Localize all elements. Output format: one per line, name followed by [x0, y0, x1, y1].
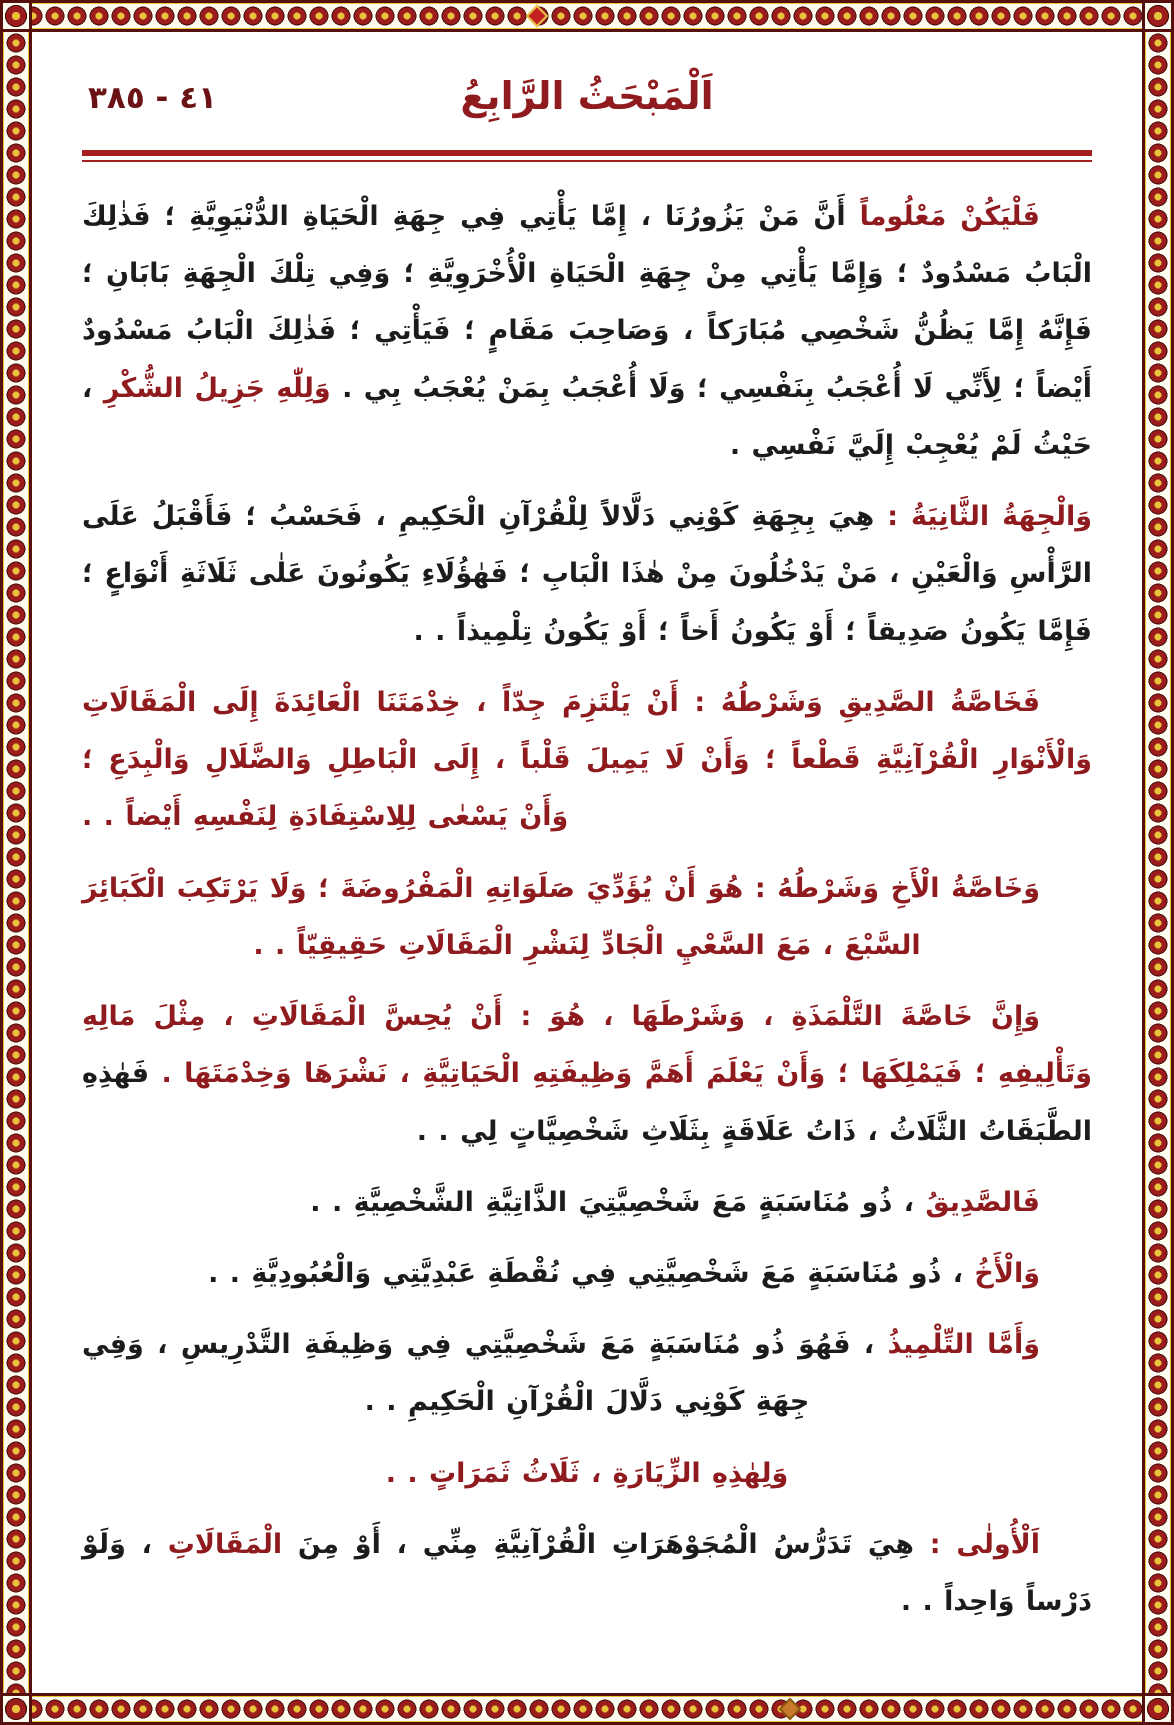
- paragraph: [82, 188, 1092, 474]
- paragraph: [82, 860, 1092, 974]
- frame-corner-icon: [1142, 0, 1174, 32]
- text-segment-red: الْمَقَالَاتِ: [167, 1528, 283, 1560]
- text-segment-black: ، حَيْثُ لَمْ يُعْجِبْ إِلَيَّ نَفْسِي .: [82, 372, 1092, 461]
- paragraph: [82, 488, 1092, 660]
- text-segment-red: وَخَاصَّةُ الْأَخِ وَشَرْطُهُ : هُوَ أَنْ يُؤَدِّيَ صَلَوَاتِهِ الْمَفْرُوضَةَ ؛ وَلَا يَرْتَكِبَ الْكَبَائِرَ السَّبْعَ ، مَعَ السَّعْيِ الْجَادِّ لِنَشْرِ الْمَقَالَاتِ حَقِيقِيّاً . .: [82, 872, 1040, 961]
- text-segment-black: هِيَ بِجِهَةِ كَوْنِي دَلَّالاً لِلْقُرْآنِ الْحَكِيمِ ، فَحَسْبُ ؛ فَأَقْبَلُ عَلَى الرَّأْسِ وَالْعَيْنِ ، مَنْ يَدْخُلُونَ مِنْ هٰذَا الْبَابِ ؛ فَهٰؤُلَاءِ يَكُونُونَ عَلٰى ثَلَاثَةِ أَنْوَاعٍ ؛ فَإِمَّا يَكُونُ صَدِيقاً ؛ أَوْ يَكُونُ أَخاً ؛ أَوْ يَكُونُ تِلْمِيذاً . .: [82, 501, 1092, 647]
- text-segment-red: وَالْجِهَةُ الثَّانِيَةُ :: [874, 501, 1092, 533]
- text-segment-red: وَالْأَخُ: [974, 1257, 1040, 1289]
- text-segment-black: ، ذُو مُنَاسَبَةٍ مَعَ شَخْصِيَّتِيَ الذَّاتِيَّةِ الشَّخْصِيَّةِ . .: [310, 1186, 926, 1218]
- frame-border-right: [1142, 32, 1174, 1693]
- text-segment-red: فَلْيَكُنْ مَعْلُوماً: [845, 201, 1040, 232]
- text-segment-black: ، وَلَوْ دَرْساً وَاحِداً . .: [82, 1528, 1092, 1618]
- paragraph: [82, 1445, 1092, 1502]
- text-segment-red: وَأَمَّا التِّلْمِيذُ: [887, 1329, 1040, 1361]
- text-segment-black: فَهٰذِهِ الطَّبَقَاتُ الثَّلَاثُ ، ذَاتُ عَلَاقَةٍ بِثَلَاثِ شَخْصِيَّاتٍ لِي . .: [82, 1058, 1092, 1147]
- text-segment-red: وَلِلّٰهِ جَزِيلُ الشُّكْرِ: [103, 372, 331, 404]
- text-segment-black: أَنَّ مَنْ يَزُورُنَا ، إِمَّا يَأْتِي فِي جِهَةِ الْحَيَاةِ الدُّنْيَوِيَّةِ ؛ فَذٰلِكَ الْبَابُ مَسْدُودٌ ؛ وَإِمَّا يَأْتِي مِنْ جِهَةِ الْحَيَاةِ الْأُخْرَوِيَّةِ ؛ وَفِي تِلْكَ الْجِهَةِ بَابَانِ ؛ فَإِنَّهُ إِمَّا يَظُنُّ شَخْصِي مُبَارَكاً ، وَصَاحِبَ مَقَامٍ ؛ فَيَأْتِي ؛ فَذٰلِكَ الْبَابُ مَسْدُودٌ أَيْضاً ؛ لِأَنِّي لَا أُعْجَبُ بِنَفْسِي ؛ وَلَا أُعْجَبُ بِمَنْ يُعْجَبُ بِي .: [82, 201, 1092, 404]
- paragraph: [82, 1516, 1092, 1630]
- page-header: [82, 68, 1092, 140]
- frame-corner-icon: [0, 0, 32, 32]
- text-segment-red: وَإِنَّ خَاصَّةَ التَّلْمَذَةِ ، وَشَرْطَهَا ، هُوَ : أَنْ يُحِسَّ الْمَقَالَاتِ ، مِثْلَ مَالِهِ وَتَأْلِيفِهِ ؛ فَيَمْلِكَهَا ؛ وَأَنْ يَعْلَمَ أَهَمَّ وَظِيفَتِهِ الْحَيَاتِيَّةِ ، نَشْرَهَا وَخِدْمَتَهَا .: [82, 1001, 1092, 1090]
- frame-border-bottom: [0, 1693, 1174, 1725]
- paragraph: [82, 1174, 1092, 1231]
- frame-border-left: [0, 32, 32, 1693]
- frame-corner-icon: [0, 1693, 32, 1725]
- text-segment-black: ، فَهُوَ ذُو مُنَاسَبَةٍ مَعَ شَخْصِيَّتِي فِي وَظِيفَةِ التَّدْرِيسِ ، وَفِي جِهَةِ كَوْنِي دَلَّالَ الْقُرْآنِ الْحَكِيمِ . .: [82, 1329, 888, 1418]
- text-segment-red: فَالصَّدِيقُ: [925, 1186, 1040, 1218]
- text-segment-red: وَلِهٰذِهِ الزِّيَارَةِ ، ثَلَاثُ ثَمَرَاتٍ . .: [385, 1457, 789, 1489]
- paragraph: [82, 674, 1092, 846]
- text-segment-red: فَخَاصَّةُ الصَّدِيقِ وَشَرْطُهُ : أَنْ يَلْتَزِمَ جِدّاً ، خِدْمَتَنَا الْعَائِدَةَ إِلَى الْمَقَالَاتِ وَالْأَنْوَارِ الْقُرْآنِيَّةِ قَطْعاً ؛ وَأَنْ لَا يَمِيلَ قَلْباً ، إِلَى الْبَاطِلِ وَالضَّلَالِ وَالْبِدَعِ ؛ وَأَنْ يَسْعٰى لِلِاسْتِفَادَةِ لِنَفْسِهِ أَيْضاً . .: [82, 686, 1092, 833]
- text-segment-black: هِيَ تَدَرُّسُ الْمُجَوْهَرَاتِ الْقُرْآنِيَّةِ مِنِّي ، أَوْ مِنَ: [282, 1528, 914, 1560]
- frame-corner-icon: [1142, 1693, 1174, 1725]
- body-text: [82, 188, 1092, 1630]
- text-segment-black: ، ذُو مُنَاسَبَةٍ مَعَ شَخْصِيَّتِي فِي نُقْطَةِ عَبْدِيَّتِي وَالْعُبُودِيَّةِ . .: [208, 1257, 975, 1289]
- page-content: [32, 32, 1142, 1693]
- text-segment-red: اَلْأُولٰى :: [913, 1528, 1040, 1560]
- page-title: اَلْمَبْحَثُ الرَّابِعُ: [460, 74, 714, 118]
- paragraph: [82, 988, 1092, 1160]
- paragraph: [82, 1245, 1092, 1302]
- frame-border-top: [0, 0, 1174, 32]
- header-divider: [82, 150, 1092, 162]
- paragraph: [82, 1316, 1092, 1430]
- page-number: ٤١ - ٣٨٥: [88, 80, 218, 116]
